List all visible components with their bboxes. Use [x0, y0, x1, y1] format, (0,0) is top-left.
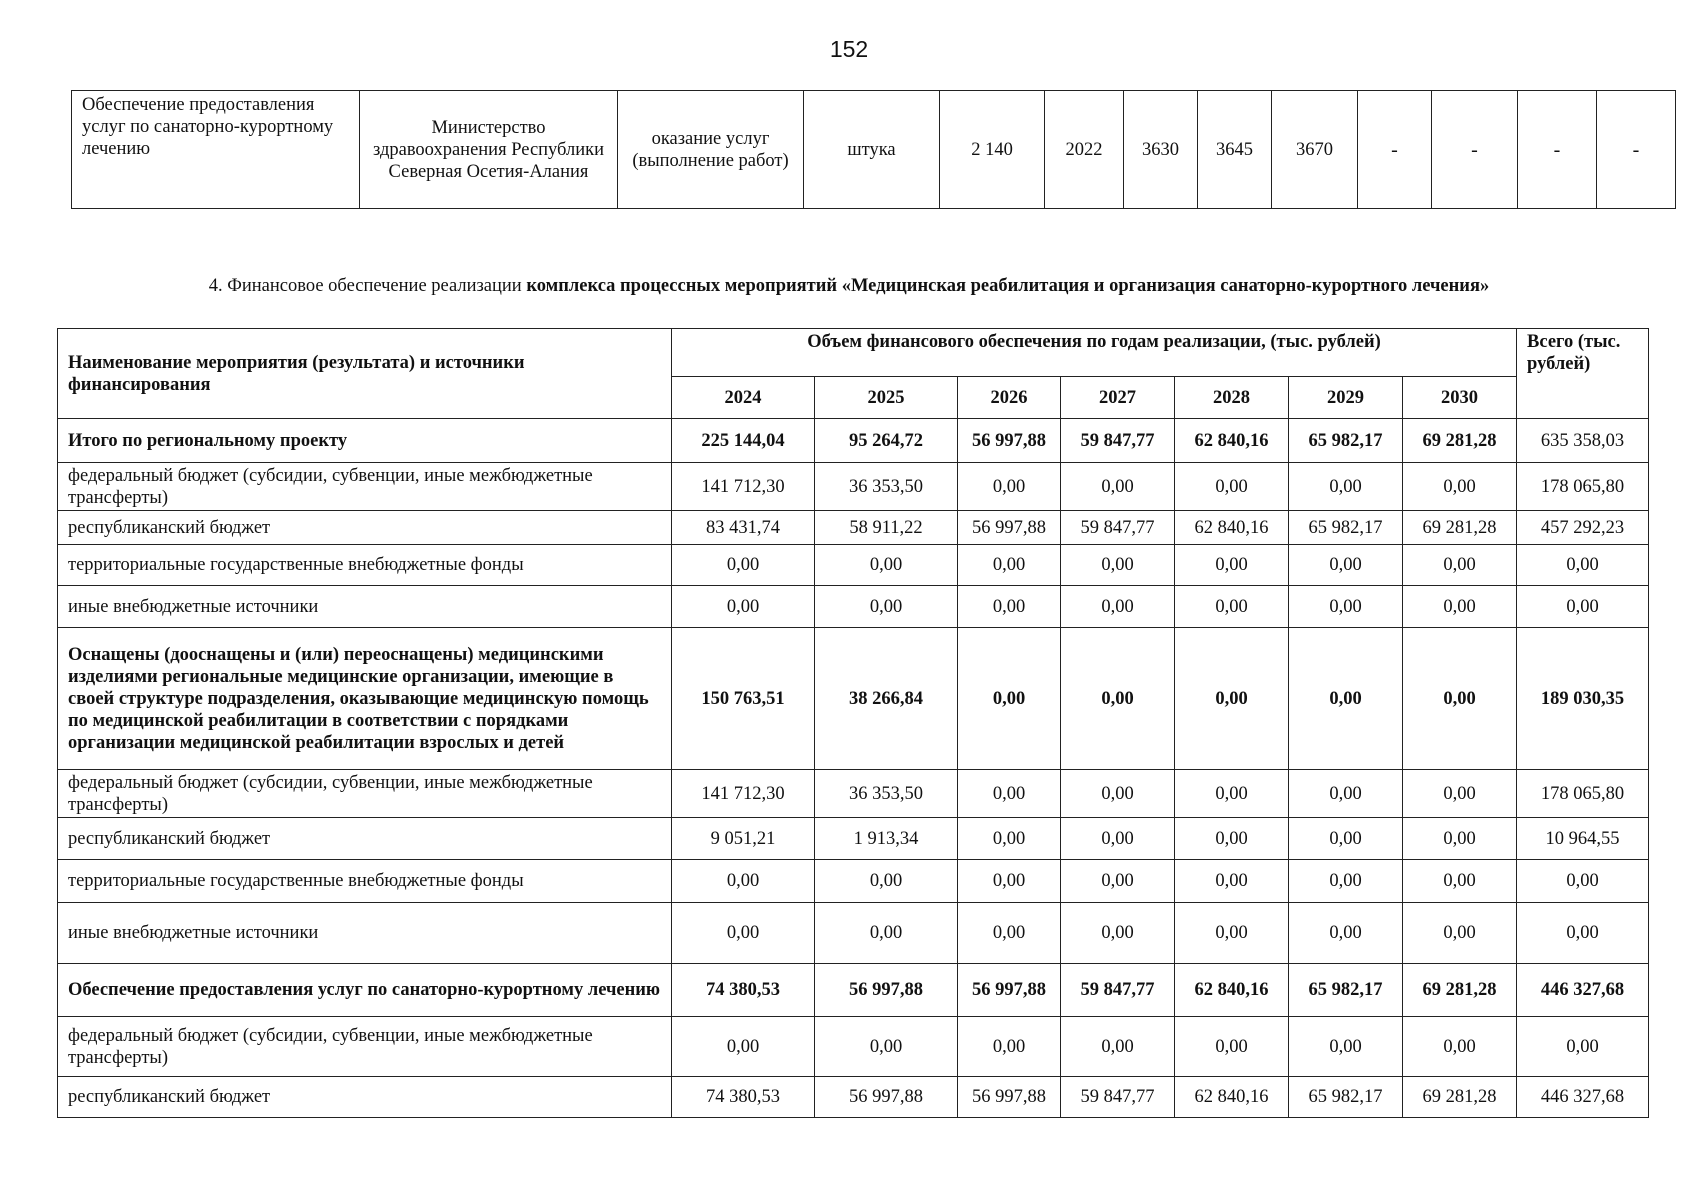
value-cell: 0,00 — [1403, 628, 1517, 770]
value-cell: 62 840,16 — [1175, 964, 1289, 1017]
value-cell: 0,00 — [1061, 463, 1175, 511]
table-row — [58, 419, 1649, 463]
value-cell: 0,00 — [1403, 545, 1517, 586]
column-header-volume: Объем финансового обеспечения по годам реализации, (тыс. рублей) — [672, 329, 1517, 377]
value-cell: 56 997,88 — [958, 419, 1061, 463]
value-cell: 69 281,28 — [1403, 1077, 1517, 1118]
table-row — [58, 586, 1649, 628]
value-cell: 0,00 — [815, 1017, 958, 1077]
value-cell: 0,00 — [672, 860, 815, 903]
value-cell: 0,00 — [1175, 628, 1289, 770]
column-header-name: Наименование мероприятия (результата) и источники финансирования — [58, 329, 672, 419]
value-cell: 0,00 — [1061, 770, 1175, 818]
value-cell: 0,00 — [958, 903, 1061, 964]
indicator-name: Обеспечение предоставления услуг по санаторно-курортному лечению — [72, 91, 360, 209]
value-cell: 36 353,50 — [815, 463, 958, 511]
value-cell: 59 847,77 — [1061, 1077, 1175, 1118]
section-title — [0, 276, 1698, 297]
value-cell: 59 847,77 — [1061, 964, 1175, 1017]
responsible-body: Министерство здравоохранения Республики Северная Осетия-Алания — [360, 91, 618, 209]
table-row — [58, 903, 1649, 964]
value-cell: 2 140 — [940, 91, 1045, 209]
value-cell: 69 281,28 — [1403, 511, 1517, 545]
value-cell: 62 840,16 — [1175, 1077, 1289, 1118]
value-cell: 56 997,88 — [958, 511, 1061, 545]
value-cell: 0,00 — [1061, 586, 1175, 628]
table-row — [58, 818, 1649, 860]
value-cell: 225 144,04 — [672, 419, 815, 463]
value-cell: 62 840,16 — [1175, 419, 1289, 463]
value-cell: 58 911,22 — [815, 511, 958, 545]
value-cell: 0,00 — [1403, 903, 1517, 964]
value-cell: 0,00 — [1061, 818, 1175, 860]
year-header: 2026 — [958, 377, 1061, 419]
value-cell: 0,00 — [1061, 545, 1175, 586]
value-cell: 0,00 — [672, 586, 815, 628]
table-row — [58, 463, 1649, 511]
value-cell: 65 982,17 — [1289, 511, 1403, 545]
value-cell: 0,00 — [1061, 1017, 1175, 1077]
table-row — [58, 628, 1649, 770]
value-cell: 150 763,51 — [672, 628, 815, 770]
value-cell: 0,00 — [1289, 903, 1403, 964]
value-cell: 0,00 — [1289, 586, 1403, 628]
value-cell: 0,00 — [958, 1017, 1061, 1077]
value-cell: 36 353,50 — [815, 770, 958, 818]
row-name: федеральный бюджет (субсидии, субвенции, иные межбюджетные трансферты) — [58, 770, 672, 818]
row-name: территориальные государственные внебюджетные фонды — [58, 545, 672, 586]
value-cell: 0,00 — [1175, 1017, 1289, 1077]
value-cell: 0,00 — [1175, 903, 1289, 964]
value-cell: 74 380,53 — [672, 964, 815, 1017]
value-cell: 65 982,17 — [1289, 419, 1403, 463]
value-cell: 0,00 — [815, 586, 958, 628]
value-cell: 141 712,30 — [672, 463, 815, 511]
year-header: 2025 — [815, 377, 958, 419]
total-cell: 0,00 — [1517, 903, 1649, 964]
value-cell: 9 051,21 — [672, 818, 815, 860]
total-cell: 0,00 — [1517, 860, 1649, 903]
value-cell: 0,00 — [672, 1017, 815, 1077]
value-cell: 95 264,72 — [815, 419, 958, 463]
value-cell: 56 997,88 — [815, 964, 958, 1017]
value-cell: 0,00 — [958, 586, 1061, 628]
value-cell: 0,00 — [1403, 818, 1517, 860]
value-cell: 0,00 — [1403, 770, 1517, 818]
total-cell: 446 327,68 — [1517, 1077, 1649, 1118]
value-cell: 65 982,17 — [1289, 1077, 1403, 1118]
value-cell: 0,00 — [1403, 860, 1517, 903]
indicator-continuation-table — [71, 90, 1676, 209]
unit-of-measure: штука — [804, 91, 940, 209]
value-cell: - — [1358, 91, 1432, 209]
value-cell: 59 847,77 — [1061, 511, 1175, 545]
table-row — [58, 770, 1649, 818]
table-row — [58, 511, 1649, 545]
table-row — [72, 91, 1676, 209]
value-cell: 0,00 — [1175, 586, 1289, 628]
header-row — [58, 329, 1649, 377]
row-name: республиканский бюджет — [58, 1077, 672, 1118]
column-header-total: Всего (тыс. рублей) — [1517, 329, 1649, 419]
value-cell: 0,00 — [1061, 860, 1175, 903]
row-name: Итого по региональному проекту — [58, 419, 672, 463]
value-cell: 1 913,34 — [815, 818, 958, 860]
table-row — [58, 1077, 1649, 1118]
value-cell: 2022 — [1045, 91, 1124, 209]
total-cell: 10 964,55 — [1517, 818, 1649, 860]
value-cell: 0,00 — [1175, 463, 1289, 511]
year-header: 2030 — [1403, 377, 1517, 419]
table-row — [58, 860, 1649, 903]
financing-table — [57, 328, 1649, 1118]
value-cell: 0,00 — [1289, 818, 1403, 860]
value-cell: 59 847,77 — [1061, 419, 1175, 463]
row-name: Оснащены (дооснащены и (или) переоснащены) медицинскими изделиями региональные медицинские организации, имеющие в своей структуре подразделения, оказывающие медицинскую помощь по медицинской реабилитации в соответствии с порядками организации медицинской реабилитации взрослых и детей — [58, 628, 672, 770]
value-cell: 56 997,88 — [958, 964, 1061, 1017]
value-cell: 0,00 — [1289, 545, 1403, 586]
value-cell: 0,00 — [815, 903, 958, 964]
value-cell: 0,00 — [1289, 770, 1403, 818]
value-cell: 0,00 — [672, 545, 815, 586]
value-cell: 0,00 — [1403, 586, 1517, 628]
value-cell: 69 281,28 — [1403, 964, 1517, 1017]
value-cell: 3630 — [1124, 91, 1198, 209]
value-cell: 0,00 — [1061, 903, 1175, 964]
value-cell: 74 380,53 — [672, 1077, 815, 1118]
value-cell: 0,00 — [1061, 628, 1175, 770]
value-cell: 0,00 — [958, 463, 1061, 511]
total-cell: 178 065,80 — [1517, 463, 1649, 511]
total-cell: 178 065,80 — [1517, 770, 1649, 818]
value-cell: - — [1518, 91, 1597, 209]
value-cell: - — [1597, 91, 1676, 209]
value-cell: 0,00 — [1175, 818, 1289, 860]
total-cell: 0,00 — [1517, 1017, 1649, 1077]
total-cell: 0,00 — [1517, 545, 1649, 586]
row-name: иные внебюджетные источники — [58, 903, 672, 964]
value-cell: - — [1432, 91, 1518, 209]
value-cell: 0,00 — [958, 818, 1061, 860]
value-cell: 0,00 — [1289, 463, 1403, 511]
value-cell: 0,00 — [958, 860, 1061, 903]
value-cell: 56 997,88 — [958, 1077, 1061, 1118]
indicator-type: оказание услуг (выполнение работ) — [618, 91, 804, 209]
value-cell: 0,00 — [672, 903, 815, 964]
value-cell: 141 712,30 — [672, 770, 815, 818]
value-cell: 65 982,17 — [1289, 964, 1403, 1017]
value-cell: 0,00 — [1289, 1017, 1403, 1077]
value-cell: 0,00 — [1175, 545, 1289, 586]
row-name: федеральный бюджет (субсидии, субвенции, иные межбюджетные трансферты) — [58, 1017, 672, 1077]
total-cell: 457 292,23 — [1517, 511, 1649, 545]
year-header: 2028 — [1175, 377, 1289, 419]
row-name: республиканский бюджет — [58, 511, 672, 545]
value-cell: 0,00 — [1175, 770, 1289, 818]
table-row — [58, 545, 1649, 586]
year-header: 2027 — [1061, 377, 1175, 419]
value-cell: 69 281,28 — [1403, 419, 1517, 463]
value-cell: 3670 — [1272, 91, 1358, 209]
value-cell: 83 431,74 — [672, 511, 815, 545]
value-cell: 0,00 — [958, 770, 1061, 818]
table-row — [58, 964, 1649, 1017]
value-cell: 0,00 — [1403, 1017, 1517, 1077]
total-cell: 189 030,35 — [1517, 628, 1649, 770]
total-cell: 446 327,68 — [1517, 964, 1649, 1017]
year-header: 2024 — [672, 377, 815, 419]
row-name: Обеспечение предоставления услуг по санаторно-курортному лечению — [58, 964, 672, 1017]
value-cell: 0,00 — [1403, 463, 1517, 511]
year-header: 2029 — [1289, 377, 1403, 419]
row-name: территориальные государственные внебюджетные фонды — [58, 860, 672, 903]
value-cell: 62 840,16 — [1175, 511, 1289, 545]
value-cell: 0,00 — [1175, 860, 1289, 903]
value-cell: 0,00 — [958, 545, 1061, 586]
value-cell: 3645 — [1198, 91, 1272, 209]
row-name: федеральный бюджет (субсидии, субвенции, иные межбюджетные трансферты) — [58, 463, 672, 511]
table-row — [58, 1017, 1649, 1077]
value-cell: 56 997,88 — [815, 1077, 958, 1118]
value-cell: 0,00 — [1289, 628, 1403, 770]
value-cell: 0,00 — [1289, 860, 1403, 903]
row-name: иные внебюджетные источники — [58, 586, 672, 628]
row-name: республиканский бюджет — [58, 818, 672, 860]
value-cell: 38 266,84 — [815, 628, 958, 770]
section-title-prefix: 4. Финансовое обеспечение реализации — [208, 276, 527, 296]
page-number: 152 — [829, 36, 869, 62]
total-cell: 0,00 — [1517, 586, 1649, 628]
section-title-bold: комплекса процессных мероприятий «Медицинская реабилитация и организация санаторно-курортного лечения» — [526, 276, 1490, 296]
total-cell: 635 358,03 — [1517, 419, 1649, 463]
value-cell: 0,00 — [815, 545, 958, 586]
value-cell: 0,00 — [815, 860, 958, 903]
value-cell: 0,00 — [958, 628, 1061, 770]
